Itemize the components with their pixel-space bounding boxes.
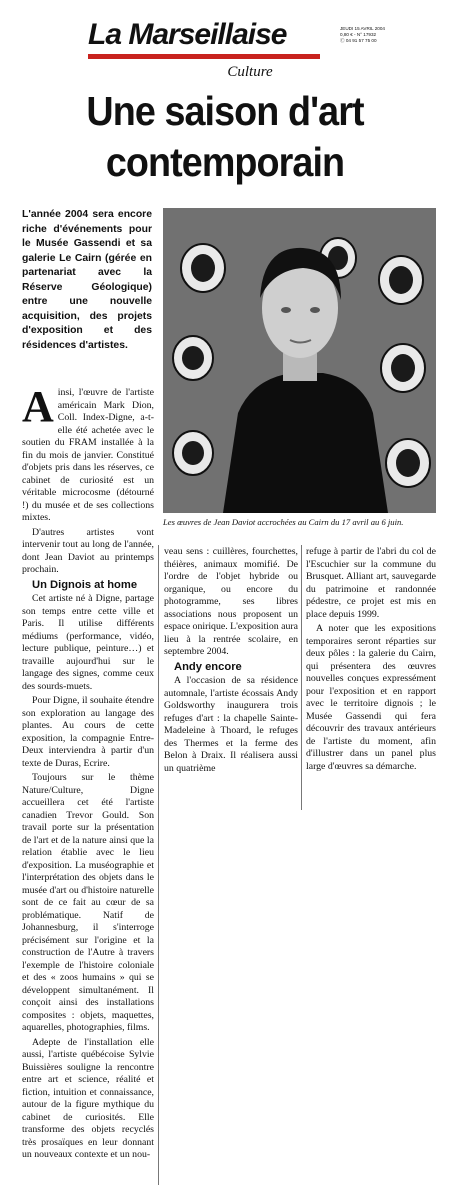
article-lead: L'année 2004 sera encore riche d'événements pour le Musée Gassendi et sa galerie Le Cairn (gérée en partenariat avec la Réserve Géologique) entre une nouvelle acquisition, des projets d'exposition et des résidences d'artistes. [22,209,152,351]
subheading: Un Dignois at home [32,578,138,591]
article-photo [163,208,436,513]
body-paragraph: Toujours sur le thème Nature/Culture, Digne accueillera cet été l'artiste canadien Trevor Gould. Son travail porte sur la présentation de l'art et de la nature ainsi que la relation établie avec le lieu d'exposition. La muséographie et l'interprétation des objets dans le musée d'art ou d'histoire naturelle sont de ce fait au cœur de sa problématique. Natif de Johannesburg, il s'interroge précisément sur l'origine et la construction de l'Autre à travers l'exemple de l'histoire coloniale et des « zoos humains » qui se développent simultanément. Il conçoit ainsi des installations composites : objets, maquettes, aquarelles, photographies, films. [22,772,154,1033]
issue-info [340,26,385,44]
newspaper-masthead: La Marseillaise [88,18,287,51]
article-column-1 [22,382,154,1164]
body-paragraph: D'autres artistes vont intervenir tout au long de l'année, dont Jean Daviot au printemps prochain. [22,526,154,575]
body-paragraph: Adepte de l'installation elle aussi, l'artiste québécoise Sylvie Buissières souligne la rencontre entre art et science, réalité et fiction, intuition et connaissance, autour de la figure mythique du cabinet de curiosités. Elle transforme des objets recyclés très prosaïques en leur donnant un nouveaux contexte et un nou- [22,1036,154,1160]
issue-phone: Ⓒ 04 91 57 75 00 [340,38,377,43]
subheading: Andy encore [174,660,242,673]
article-column-3 [306,546,436,775]
headline-line-1: Une saison d'art [86,88,364,134]
column-divider [158,545,159,1185]
photo-caption: Les œuvres de Jean Daviot accrochées au Cairn du 17 avril au 6 juin. [163,517,404,527]
section-label: Culture [227,64,273,80]
body-paragraph: Pour Digne, il souhaite étendre son exploration au langage des plantes. Au cours de cette exposition, la compagnie Entre-Deux interviendra à partir d'un texte de Duras, Ecrire. [22,695,154,769]
body-paragraph: refuge à partir de l'abri du col de l'Escuchier sur la commune du Brusquet. Alliant art, sauvegarde du patrimoine et randonnée pédestre, ce projet est mis en place depuis 1999. [306,546,436,620]
photo-illustration [163,208,436,513]
drop-cap: A [22,382,54,431]
column-divider [301,545,302,810]
body-paragraph: A noter que les expositions temporaires seront réparties sur deux pôles : la galerie du Cairn, qui présentera des œuvres nouvelles conçues expressément pour l'exposition et en rapport avec le territoire dignois ; le Musée Gassendi qui fera découvrir des travaux antérieurs de l'artiste du moment, afin d'illustrer dans un panel plus large d'œuvres sa démarche. [306,623,436,772]
body-paragraph: A l'occasion de sa résidence automnale, l'artiste écossais Andy Goldsworthy inaugurera trois refuges d'art : la chapelle Sainte-Madeleine à Thoard, le refuges des Thermes et la ferme des Belon à Draix. Il réalisera aussi un quatrième [164,675,298,774]
issue-date: JEUDI 15 AVRIL 2004 [340,26,385,31]
body-paragraph: veau sens : cuillères, fourchettes, théières, animaux momifié. De l'ordre de l'objet hybride ou organique, ou encore du photogramme, ses libres associations nous proposent un espace onirique. L'exposition aura lieu à la rentrée scolaire, en septembre 2004. [164,546,298,657]
paragraph-text: insi, l'œuvre de l'artiste américain Mark Dion, Coll. Index-Digne, a-t-elle été achetée avec le soutien du FRAM installée à la fin du mois de janvier. Constitué d'objets pris dans les réserves, ce cabinet de curiosité est un véritable microcosme (détourné !) du musée et de ses collections mixtes. [22,387,154,523]
article-column-2 [164,546,298,777]
body-paragraph: Cet artiste né à Digne, partage son temps entre cette ville et Paris. Il utilise différents médiums (performance, vidéo, lecture publique, peinture…) et travaille aujourd'hui sur le langage des signes, comme ceux des sourds-muets. [22,593,154,692]
headline-line-2: contemporain [105,139,345,185]
body-paragraph [22,382,154,525]
masthead-rule [88,54,320,59]
issue-price-number: 0,80 € - N° 17932 [340,32,377,37]
